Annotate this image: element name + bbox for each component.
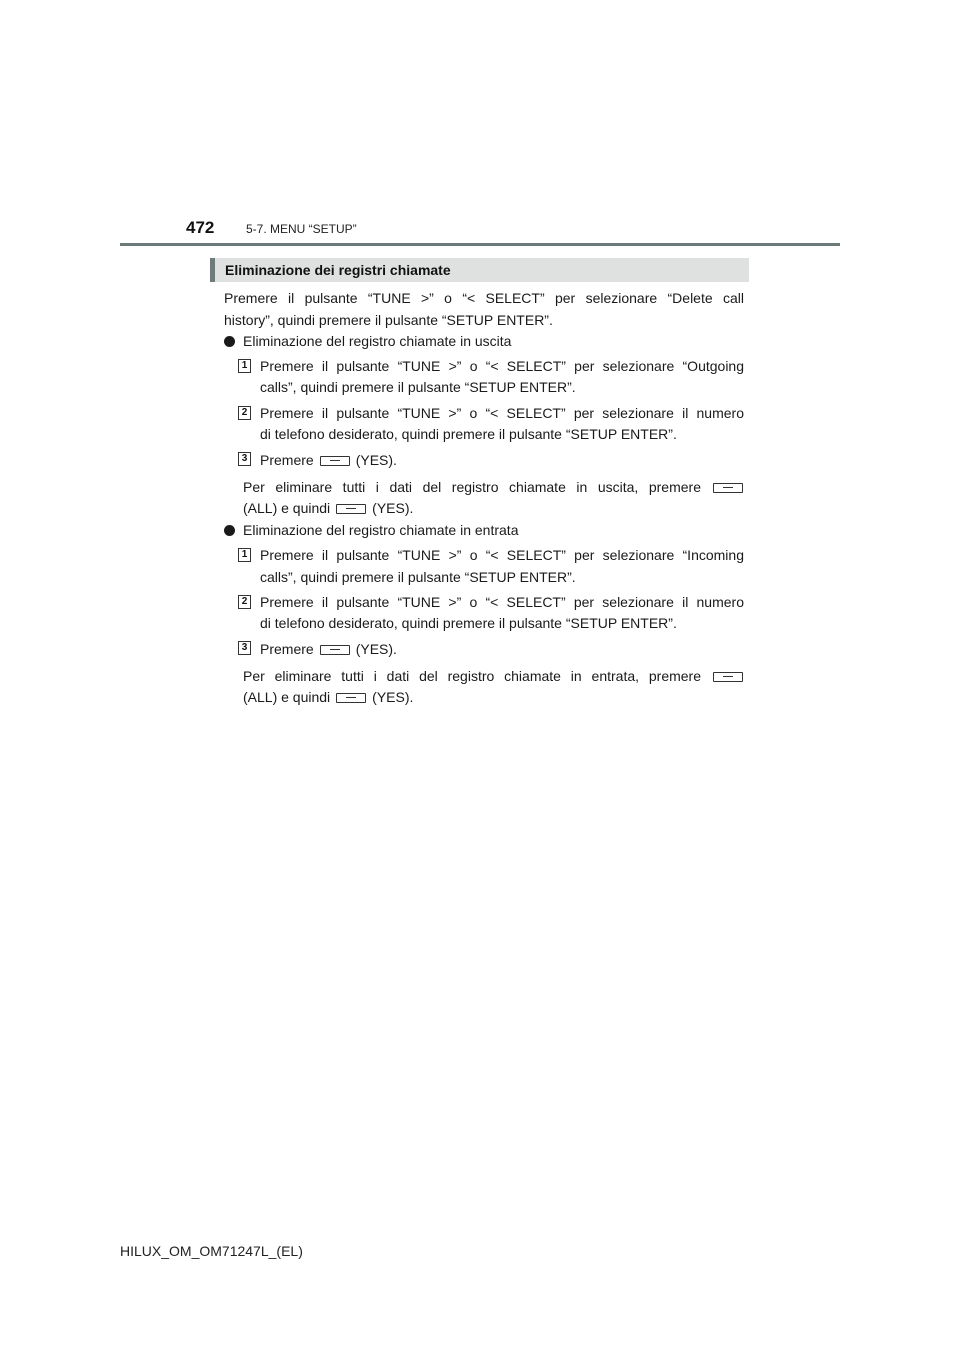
incoming-step-2-line-1: Premere il pulsante “TUNE >” o “< SELECT” per selezionare il numero bbox=[260, 594, 744, 610]
header-divider bbox=[120, 243, 840, 246]
step-3-suffix: (YES). bbox=[355, 452, 397, 468]
section-title: Eliminazione dei registri chiamate bbox=[225, 262, 451, 278]
note-yes-text: (YES). bbox=[372, 689, 414, 705]
outgoing-step-1-line-2: calls”, quindi premere il pulsante “SETUP ENTER”. bbox=[260, 379, 576, 395]
document-code: HILUX_OM_OM71247L_(EL) bbox=[120, 1243, 303, 1259]
incoming-step-1-line-2: calls”, quindi premere il pulsante “SETUP ENTER”. bbox=[260, 569, 576, 585]
bullet-icon bbox=[224, 336, 235, 347]
step-number-icon: 3 bbox=[238, 452, 251, 466]
step-number-icon: 1 bbox=[238, 548, 251, 562]
step-number-icon: 2 bbox=[238, 595, 251, 609]
intro-line-2: history”, quindi premere il pulsante “SETUP ENTER”. bbox=[224, 312, 553, 328]
all-button-icon bbox=[713, 672, 743, 682]
note-all-text: (ALL) e quindi bbox=[243, 689, 331, 705]
incoming-step-2-line-2: di telefono desiderato, quindi premere il pulsante “SETUP ENTER”. bbox=[260, 615, 677, 631]
section-header-bar bbox=[210, 258, 749, 282]
outgoing-note-line-1: Per eliminare tutti i dati del registro chiamate in uscita, premere bbox=[243, 479, 701, 495]
step-3-suffix: (YES). bbox=[355, 641, 397, 657]
yes-button-icon bbox=[336, 504, 366, 514]
outgoing-step-1-line-1: Premere il pulsante “TUNE >” o “< SELECT” per selezionare “Outgoing bbox=[260, 358, 744, 374]
yes-button-icon bbox=[320, 645, 350, 655]
step-3-prefix: Premere bbox=[260, 452, 314, 468]
note-yes-text: (YES). bbox=[372, 500, 414, 516]
incoming-note-line-2 bbox=[243, 689, 413, 706]
step-number-icon: 1 bbox=[238, 359, 251, 373]
bullet-icon bbox=[224, 525, 235, 536]
outgoing-note-line-2 bbox=[243, 500, 413, 517]
intro-line-1: Premere il pulsante “TUNE >” o “< SELECT” per selezionare “Delete call bbox=[224, 290, 744, 306]
outgoing-step-2-line-1: Premere il pulsante “TUNE >” o “< SELECT” per selezionare il numero bbox=[260, 405, 744, 421]
outgoing-step-2-line-2: di telefono desiderato, quindi premere il pulsante “SETUP ENTER”. bbox=[260, 426, 677, 442]
all-button-icon bbox=[713, 483, 743, 493]
yes-button-icon bbox=[320, 456, 350, 466]
outgoing-step-3 bbox=[260, 452, 397, 469]
incoming-step-3 bbox=[260, 641, 397, 658]
yes-button-icon bbox=[336, 693, 366, 703]
incoming-note-line-1: Per eliminare tutti i dati del registro chiamate in entrata, premere bbox=[243, 668, 701, 684]
step-number-icon: 2 bbox=[238, 406, 251, 420]
step-number-icon: 3 bbox=[238, 641, 251, 655]
chapter-title: 5-7. MENU “SETUP” bbox=[246, 222, 357, 236]
incoming-heading: Eliminazione del registro chiamate in entrata bbox=[243, 522, 519, 538]
incoming-step-1-line-1: Premere il pulsante “TUNE >” o “< SELECT” per selezionare “Incoming bbox=[260, 547, 744, 563]
step-3-prefix: Premere bbox=[260, 641, 314, 657]
note-all-text: (ALL) e quindi bbox=[243, 500, 331, 516]
outgoing-heading: Eliminazione del registro chiamate in uscita bbox=[243, 333, 512, 349]
page-number: 472 bbox=[186, 218, 215, 237]
